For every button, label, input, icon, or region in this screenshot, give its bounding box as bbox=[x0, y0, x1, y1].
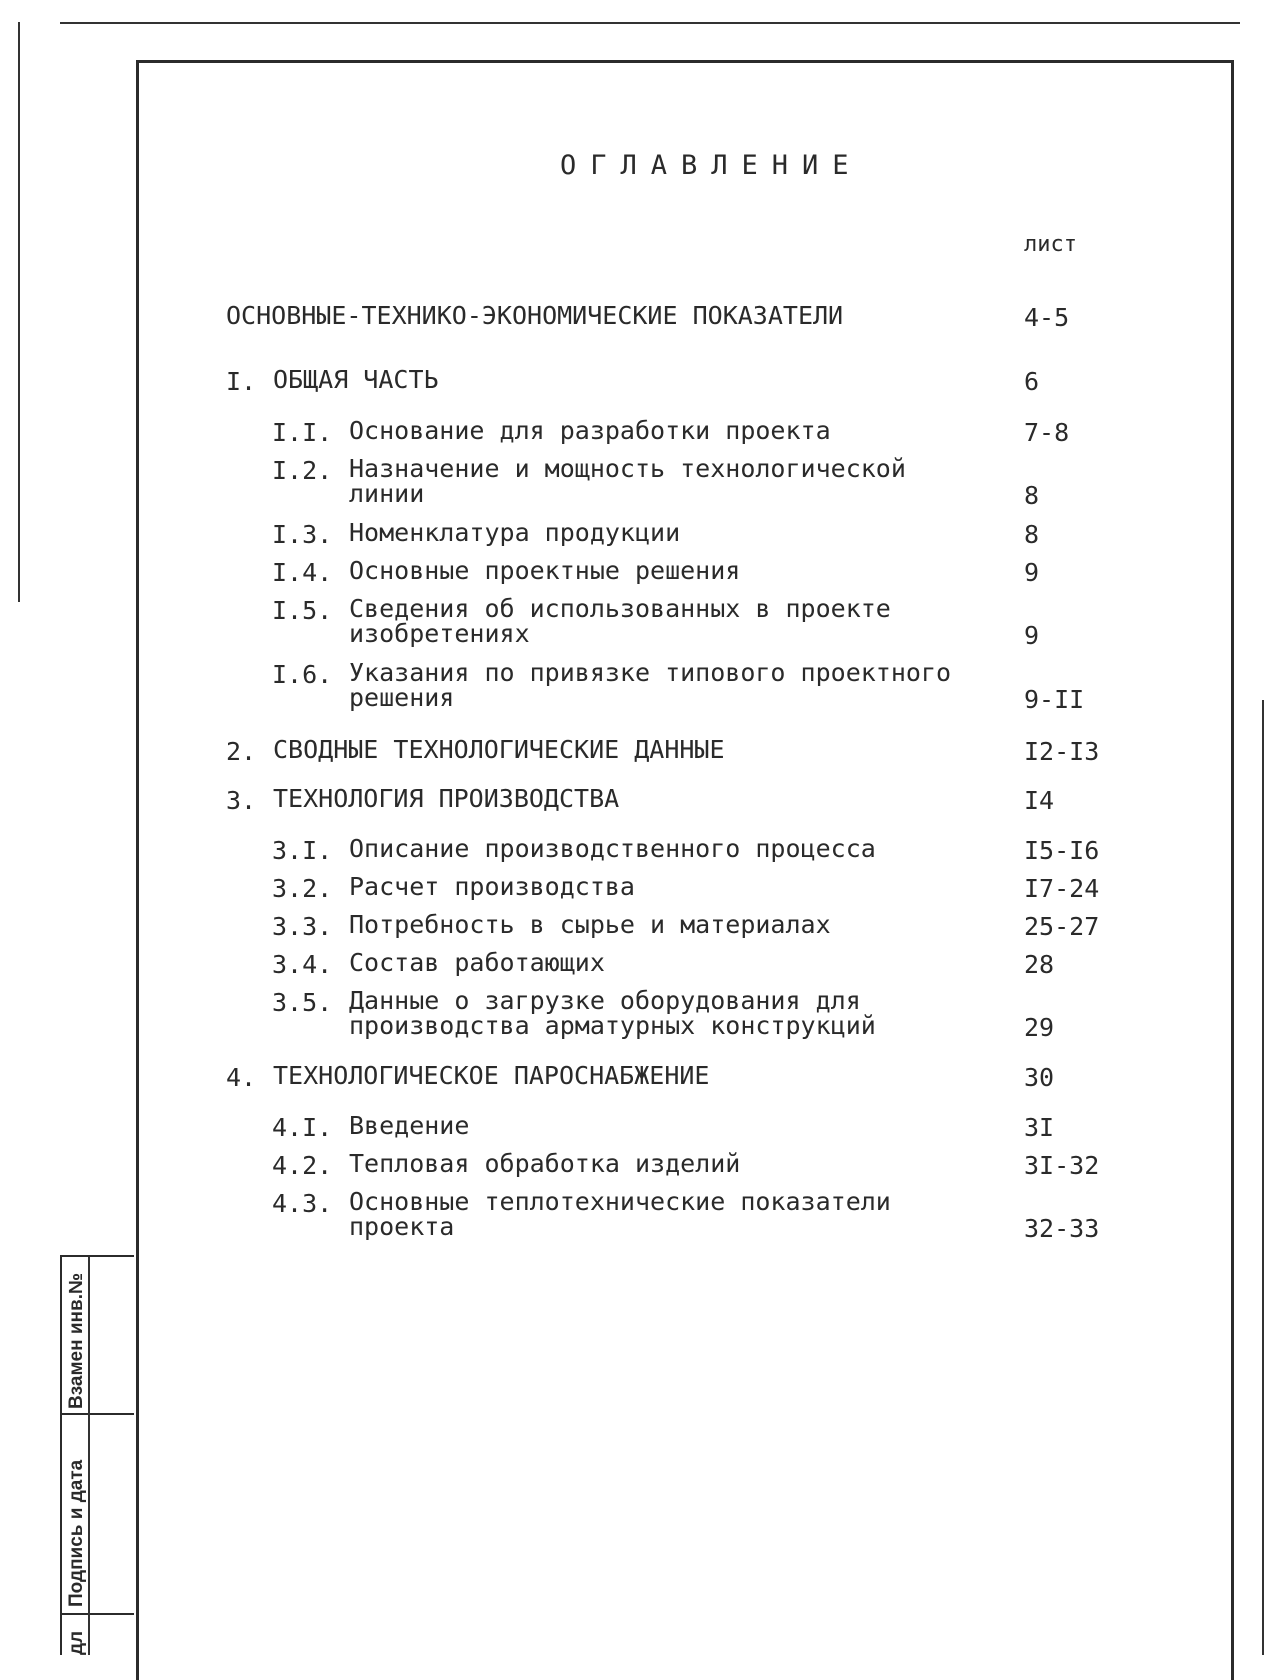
document-title: ОГЛАВЛЕНИЕ bbox=[560, 150, 863, 181]
toc-number: 3. bbox=[226, 786, 257, 815]
toc-page: I4 bbox=[1024, 786, 1055, 815]
toc-page: I7-24 bbox=[1024, 874, 1100, 903]
toc-page: 9 bbox=[1024, 621, 1040, 650]
toc-title: Сведения об использованных в проекте изобретениях bbox=[349, 594, 891, 648]
toc-title: Указания по привязке типового проектного решения bbox=[349, 658, 952, 712]
left-edge-line bbox=[18, 22, 20, 602]
toc-number: I. bbox=[226, 367, 257, 396]
toc-title: Введение bbox=[349, 1111, 470, 1140]
toc-title: Данные о загрузке оборудования для производства арматурных конструкций bbox=[349, 986, 876, 1040]
stamp-separator bbox=[62, 1413, 134, 1415]
toc-title: Расчет производства bbox=[349, 872, 635, 901]
toc-page: 8 bbox=[1024, 520, 1040, 549]
toc-title: Назначение и мощность технологической линии bbox=[349, 454, 906, 508]
toc-number: 3.I. bbox=[272, 836, 333, 865]
toc-page: I5-I6 bbox=[1024, 836, 1100, 865]
toc-number: 4. bbox=[226, 1063, 257, 1092]
toc-number: 4.I. bbox=[272, 1113, 333, 1142]
toc-page: 28 bbox=[1024, 950, 1055, 979]
toc-page: 3I-32 bbox=[1024, 1151, 1100, 1180]
toc-number: 4.2. bbox=[272, 1151, 333, 1180]
toc-number: 3.2. bbox=[272, 874, 333, 903]
toc-title: Основные проектные решения bbox=[349, 556, 741, 585]
toc-title: Потребность в сырье и материалах bbox=[349, 910, 831, 939]
toc-number: I.4. bbox=[272, 558, 333, 587]
toc-page: 9-II bbox=[1024, 685, 1085, 714]
toc-number: 4.3. bbox=[272, 1189, 333, 1218]
toc-title: Основные теплотехнические показатели проекта bbox=[349, 1187, 891, 1241]
toc-number: I.3. bbox=[272, 520, 333, 549]
toc-title: Тепловая обработка изделий bbox=[349, 1149, 741, 1178]
toc-page: 8 bbox=[1024, 481, 1040, 510]
side-stamp-block bbox=[60, 1255, 134, 1655]
stamp-separator bbox=[62, 1613, 134, 1615]
toc-number: I.6. bbox=[272, 660, 333, 689]
stamp-field-signature-date: Подпись и дата bbox=[66, 1459, 87, 1607]
toc-page: 9 bbox=[1024, 558, 1040, 587]
toc-page: 29 bbox=[1024, 1013, 1055, 1042]
toc-title: Номенклатура продукции bbox=[349, 518, 681, 547]
toc-number: I.2. bbox=[272, 456, 333, 485]
toc-page: 30 bbox=[1024, 1063, 1055, 1092]
toc-page: 25-27 bbox=[1024, 912, 1100, 941]
toc-number: 3.3. bbox=[272, 912, 333, 941]
toc-title: ОБЩАЯ ЧАСТЬ bbox=[273, 365, 439, 394]
column-header-sheet: лист bbox=[1024, 232, 1077, 257]
toc-number: I.I. bbox=[272, 418, 333, 447]
toc-page: 4-5 bbox=[1024, 303, 1070, 332]
right-edge-line bbox=[1262, 700, 1264, 1655]
toc-page: 3I bbox=[1024, 1113, 1055, 1142]
toc-title: ОСНОВНЫЕ-ТЕХНИКО-ЭКОНОМИЧЕСКИЕ ПОКАЗАТЕЛИ bbox=[226, 301, 844, 330]
toc-page: 7-8 bbox=[1024, 418, 1070, 447]
stamp-column-line bbox=[88, 1257, 90, 1655]
toc-number: I.5. bbox=[272, 596, 333, 625]
toc-title: Описание производственного процесса bbox=[349, 834, 876, 863]
toc-number: 3.5. bbox=[272, 988, 333, 1017]
toc-title: Основание для разработки проекта bbox=[349, 416, 831, 445]
toc-title: СВОДНЫЕ ТЕХНОЛОГИЧЕСКИЕ ДАННЫЕ bbox=[273, 735, 725, 764]
toc-page: 32-33 bbox=[1024, 1214, 1100, 1243]
toc-title: Состав работающих bbox=[349, 948, 605, 977]
toc-number: 3.4. bbox=[272, 950, 333, 979]
toc-title: ТЕХНОЛОГИЯ ПРОИЗВОДСТВА bbox=[273, 784, 620, 813]
top-edge-line bbox=[60, 22, 1240, 24]
toc-title: ТЕХНОЛОГИЧЕСКОЕ ПАРОСНАБЖЕНИЕ bbox=[273, 1061, 710, 1090]
stamp-field-fragment: дл bbox=[66, 1630, 87, 1655]
toc-page: I2-I3 bbox=[1024, 737, 1100, 766]
toc-number: 2. bbox=[226, 737, 257, 766]
stamp-field-replacement-inventory: Взамен инв.№ bbox=[66, 1272, 87, 1409]
toc-page: 6 bbox=[1024, 367, 1040, 396]
